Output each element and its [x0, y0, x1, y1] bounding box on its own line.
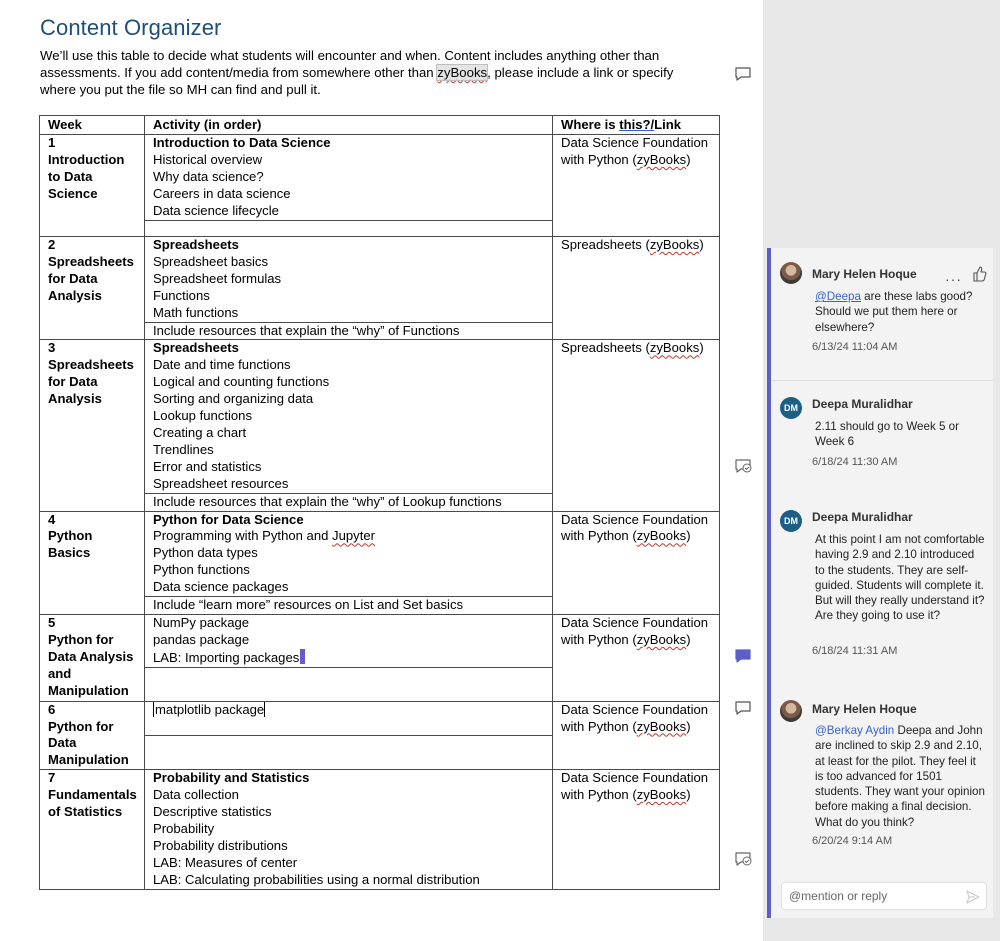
week-cell: 6 Python for Data Manipulation: [40, 701, 145, 770]
table-header-row: [40, 116, 720, 135]
comment-time: 6/13/24 11:04 AM: [812, 341, 898, 353]
comment-text: @Berkay Aydin Deepa and John are inclined to skip 2.9 and 2.10, at least for the pilot. They feel it is too advanced for 1501 students. They want your opinion before making a final decision. What do you think?: [815, 724, 985, 829]
where-cell[interactable]: Data Science Foundation with Python (zyBooks): [553, 511, 720, 614]
where-cell[interactable]: Spreadsheets (zyBooks): [553, 237, 720, 340]
activity-extra-cell[interactable]: [145, 221, 553, 237]
table-row: [40, 237, 720, 323]
avatar: [780, 700, 802, 722]
table-row: [40, 135, 720, 221]
comment-card[interactable]: [771, 380, 993, 494]
where-cell[interactable]: Data Science Foundation with Python (zyBooks): [553, 770, 720, 889]
more-options-icon[interactable]: ···: [945, 271, 962, 287]
table-row: [40, 770, 720, 889]
table-row: [40, 614, 720, 667]
comment-time: 6/20/24 9:14 AM: [812, 835, 893, 847]
comment-thread[interactable]: [767, 248, 993, 918]
intro-zybooks-highlight[interactable]: zyBooks: [437, 65, 488, 81]
document-title: Content Organizer: [40, 15, 222, 40]
send-icon[interactable]: [966, 890, 980, 904]
header-activity: Activity (in order): [145, 116, 553, 135]
like-icon[interactable]: [971, 265, 987, 283]
where-cell[interactable]: Spreadsheets (zyBooks): [553, 340, 720, 511]
comment-text: At this point I am not comfortable having 2.9 and 2.10 introduced to the students. They are self-guided. Students will complete it. But will they really understand it? Are they going to use it?: [815, 533, 985, 623]
comment-card[interactable]: [771, 688, 993, 858]
reply-input[interactable]: [781, 882, 987, 910]
activity-cell[interactable]: NumPy package pandas package LAB: Importing packages: [145, 614, 553, 667]
comment-icon[interactable]: [734, 700, 752, 716]
week-cell: 4 Python Basics: [40, 511, 145, 614]
comment-anchor-marker[interactable]: [300, 649, 305, 664]
where-cell[interactable]: Data Science Foundation with Python (zyBooks): [553, 135, 720, 237]
mention-link[interactable]: @Berkay Aydin: [815, 724, 895, 737]
commented-text-anchor[interactable]: this?/: [619, 117, 655, 132]
where-cell[interactable]: Data Science Foundation with Python (zyBooks): [553, 614, 720, 701]
intro-paragraph[interactable]: [40, 47, 708, 99]
activity-extra-cell[interactable]: [145, 735, 553, 769]
comment-time: 6/18/24 11:30 AM: [812, 456, 898, 468]
comment-text: 2.11 should go to Week 5 or Week 6: [815, 420, 959, 449]
activity-cell[interactable]: Probability and Statistics Data collection Descriptive statistics Probability Probability distributions LAB: Measures of center LAB: Calculating probabilities using a normal distribution: [145, 770, 553, 889]
header-week: Week: [40, 116, 145, 135]
table-row: [40, 340, 720, 493]
table-row: [40, 701, 720, 735]
comment-icon[interactable]: [734, 66, 752, 82]
week-cell: 5 Python for Data Analysis and Manipulation: [40, 614, 145, 701]
comment-author: Deepa Muralidhar: [812, 510, 913, 524]
activity-extra-cell[interactable]: [145, 667, 553, 701]
reply-placeholder: @mention or reply: [789, 889, 888, 903]
header-where: Where is this?/Link: [553, 116, 720, 135]
comment-author: Mary Helen Hoque: [812, 702, 917, 716]
week-cell: 2 Spreadsheets for Data Analysis: [40, 237, 145, 340]
activity-cell[interactable]: matplotlib package: [145, 701, 553, 735]
comment-resolved-icon[interactable]: [734, 851, 752, 867]
week-cell: 7 Fundamentals of Statistics: [40, 770, 145, 889]
comment-time: 6/18/24 11:31 AM: [812, 645, 898, 657]
avatar: DM: [780, 397, 802, 419]
week-cell: 3 Spreadsheets for Data Analysis: [40, 340, 145, 511]
activity-cell[interactable]: Spreadsheets Spreadsheet basics Spreadsheet formulas Functions Math functions: [145, 237, 553, 323]
text-cursor: [264, 702, 265, 717]
comment-author: Mary Helen Hoque: [812, 267, 917, 281]
activity-extra-cell[interactable]: Include “learn more” resources on List and Set basics: [145, 597, 553, 615]
content-table: [39, 115, 720, 890]
avatar: [780, 262, 802, 284]
where-cell[interactable]: Data Science Foundation with Python (zyBooks): [553, 701, 720, 770]
comment-author: Deepa Muralidhar: [812, 397, 913, 411]
activity-cell[interactable]: Introduction to Data Science Historical overview Why data science? Careers in data science Data science lifecycle: [145, 135, 553, 221]
activity-extra-cell[interactable]: Include resources that explain the “why” of Lookup functions: [145, 493, 553, 511]
comment-active-icon[interactable]: [734, 648, 752, 664]
comment-resolved-icon[interactable]: [734, 458, 752, 474]
intro-text-1: We’ll use this table to decide what students will encounter and when. Content includes anything other than assessments. If you add content/media from somewhere other than: [40, 48, 660, 81]
intro-text-2: , please include a link or specify where you put the file so MH can find and pull it.: [40, 65, 674, 98]
week-cell: 1 Introduction to Data Science: [40, 135, 145, 237]
mention-link[interactable]: @Deepa: [815, 290, 861, 303]
activity-cell[interactable]: Spreadsheets Date and time functions Logical and counting functions Sorting and organizing data Lookup functions Creating a chart Trendlines Error and statistics Spreadsheet resources: [145, 340, 553, 493]
activity-cell[interactable]: Python for Data Science Programming with Python and Jupyter Python data types Python functions Data science packages: [145, 511, 553, 597]
avatar: DM: [780, 510, 802, 532]
comment-card[interactable]: [771, 248, 993, 380]
activity-extra-cell[interactable]: Include resources that explain the “why” of Functions: [145, 322, 553, 340]
table-row: [40, 511, 720, 597]
comment-text: @Deepa are these labs good? Should we put them here or elsewhere?: [815, 290, 973, 334]
comment-card[interactable]: [771, 494, 993, 672]
